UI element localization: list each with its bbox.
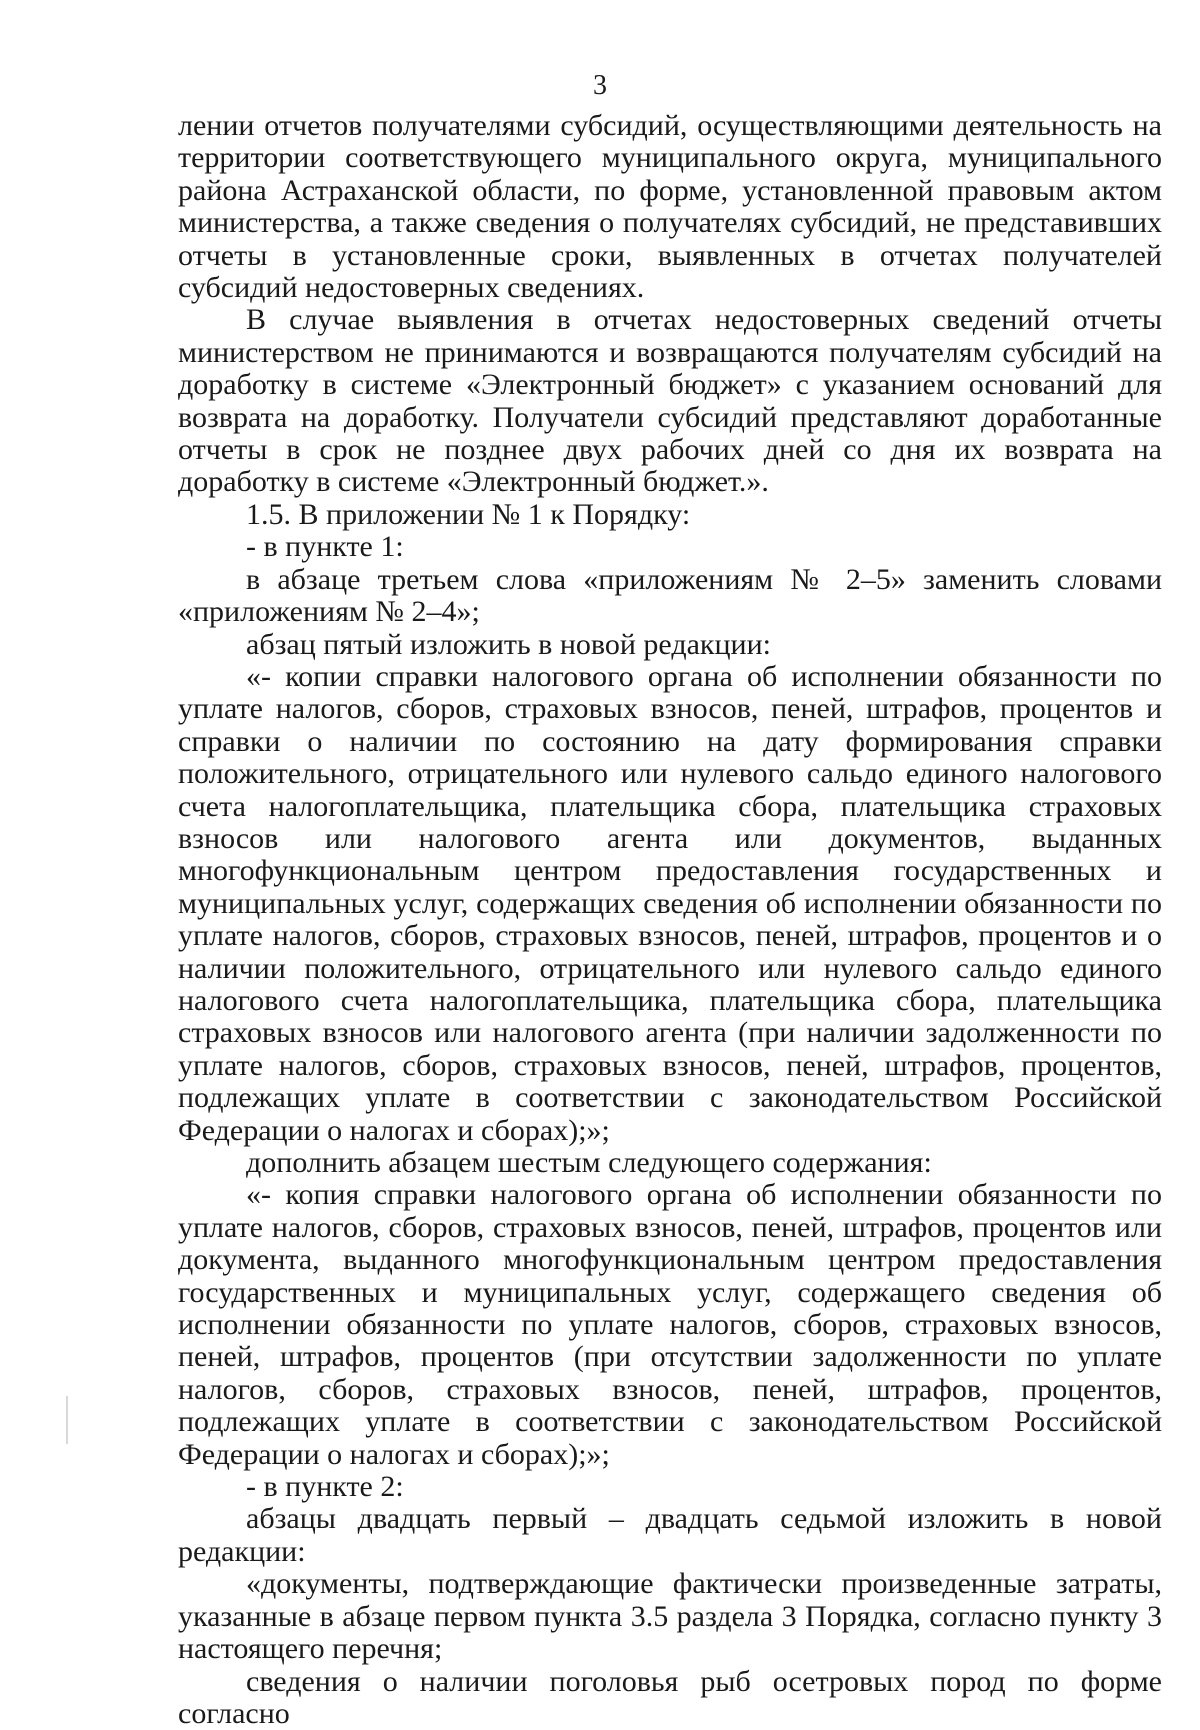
page-number: 3	[0, 70, 1200, 102]
paragraph-reports-list: лении отчетов получателями субсидий, осуществляющими деятельность на территории соответствующего муниципального округа, муниципального района Астраханской области, по форме, установленной правовым актом министерства, а также сведения о получателях субсидий, не представивших отчеты в установленные сроки, выявленных в отчетах получателей субсидий недостоверных сведениях.	[178, 110, 1162, 304]
paragraph-add-sixth-abzac: дополнить абзацем шестым следующего содержания:	[178, 1147, 1162, 1179]
paragraph-third-abzac: в абзаце третьем слова «приложениям № 2–5» заменить словами «приложениям № 2–4»;	[178, 564, 1162, 629]
paragraph-fifth-abzac: абзац пятый изложить в новой редакции:	[178, 629, 1162, 661]
paragraph-sturgeon-stock: сведения о наличии поголовья рыб осетровых пород по форме согласно	[178, 1666, 1162, 1730]
paragraph-unreliable-data: В случае выявления в отчетах недостоверных сведений отчеты министерством не принимаются и возвращаются получателям субсидий на доработку в системе «Электронный бюджет» с указанием оснований для возврата на доработку. Получатели субсидий представляют доработанные отчеты в срок не позднее двух рабочих дней со дня их возврата на доработку в системе «Электронный бюджет.».	[178, 304, 1162, 498]
paragraph-tax-certificate-copies: «- копии справки налогового органа об исполнении обязанности по уплате налогов, сборов, страховых взносов, пеней, штрафов, процентов и справки о наличии по состоянию на дату формирования справки положительного, отрицательного или нулевого сальдо единого налогового счета налогоплательщика, плательщика сбора, плательщика страховых взносов или налогового агента или документов, выданных многофункциональным центром предоставления государственных и муниципальных услуг, содержащих сведения об исполнении обязанности по уплате налогов, сборов, страховых взносов, пеней, штрафов, процентов и о наличии положительного, отрицательного или нулевого сальдо единого налогового счета налогоплательщика, плательщика сбора, плательщика страховых взносов или налогового агента (при наличии задолженности по уплате налогов, сборов, страховых взносов, пеней, штрафов, процентов, подлежащих уплате в соответствии с законодательством Российской Федерации о налогах и сборах);»;	[178, 661, 1162, 1147]
paragraph-tax-certificate-copy: «- копия справки налогового органа об исполнении обязанности по уплате налогов, сборов, страховых взносов, пеней, штрафов, процентов или документа, выданного многофункциональным центром предоставления государственных и муниципальных услуг, содержащего сведения об исполнении обязанности по уплате налогов, сборов, страховых взносов, пеней, штрафов, процентов (при отсутствии задолженности по уплате налогов, сборов, страховых взносов, пеней, штрафов, процентов, подлежащих уплате в соответствии с законодательством Российской Федерации о налогах и сборах);»;	[178, 1179, 1162, 1471]
paragraph-appendix-heading: 1.5. В приложении № 1 к Порядку:	[178, 499, 1162, 531]
document-body	[178, 110, 1162, 1730]
paragraph-abzacs-21-27: абзацы двадцать первый – двадцать седьмой изложить в новой редакции:	[178, 1503, 1162, 1568]
paragraph-point-1: - в пункте 1:	[178, 531, 1162, 563]
paragraph-documents-costs: «документы, подтверждающие фактически произведенные затраты, указанные в абзаце первом пункта 3.5 раздела 3 Порядка, согласно пункту 3 настоящего перечня;	[178, 1568, 1162, 1665]
scan-margin-mark	[66, 1396, 68, 1444]
paragraph-point-2: - в пункте 2:	[178, 1471, 1162, 1503]
